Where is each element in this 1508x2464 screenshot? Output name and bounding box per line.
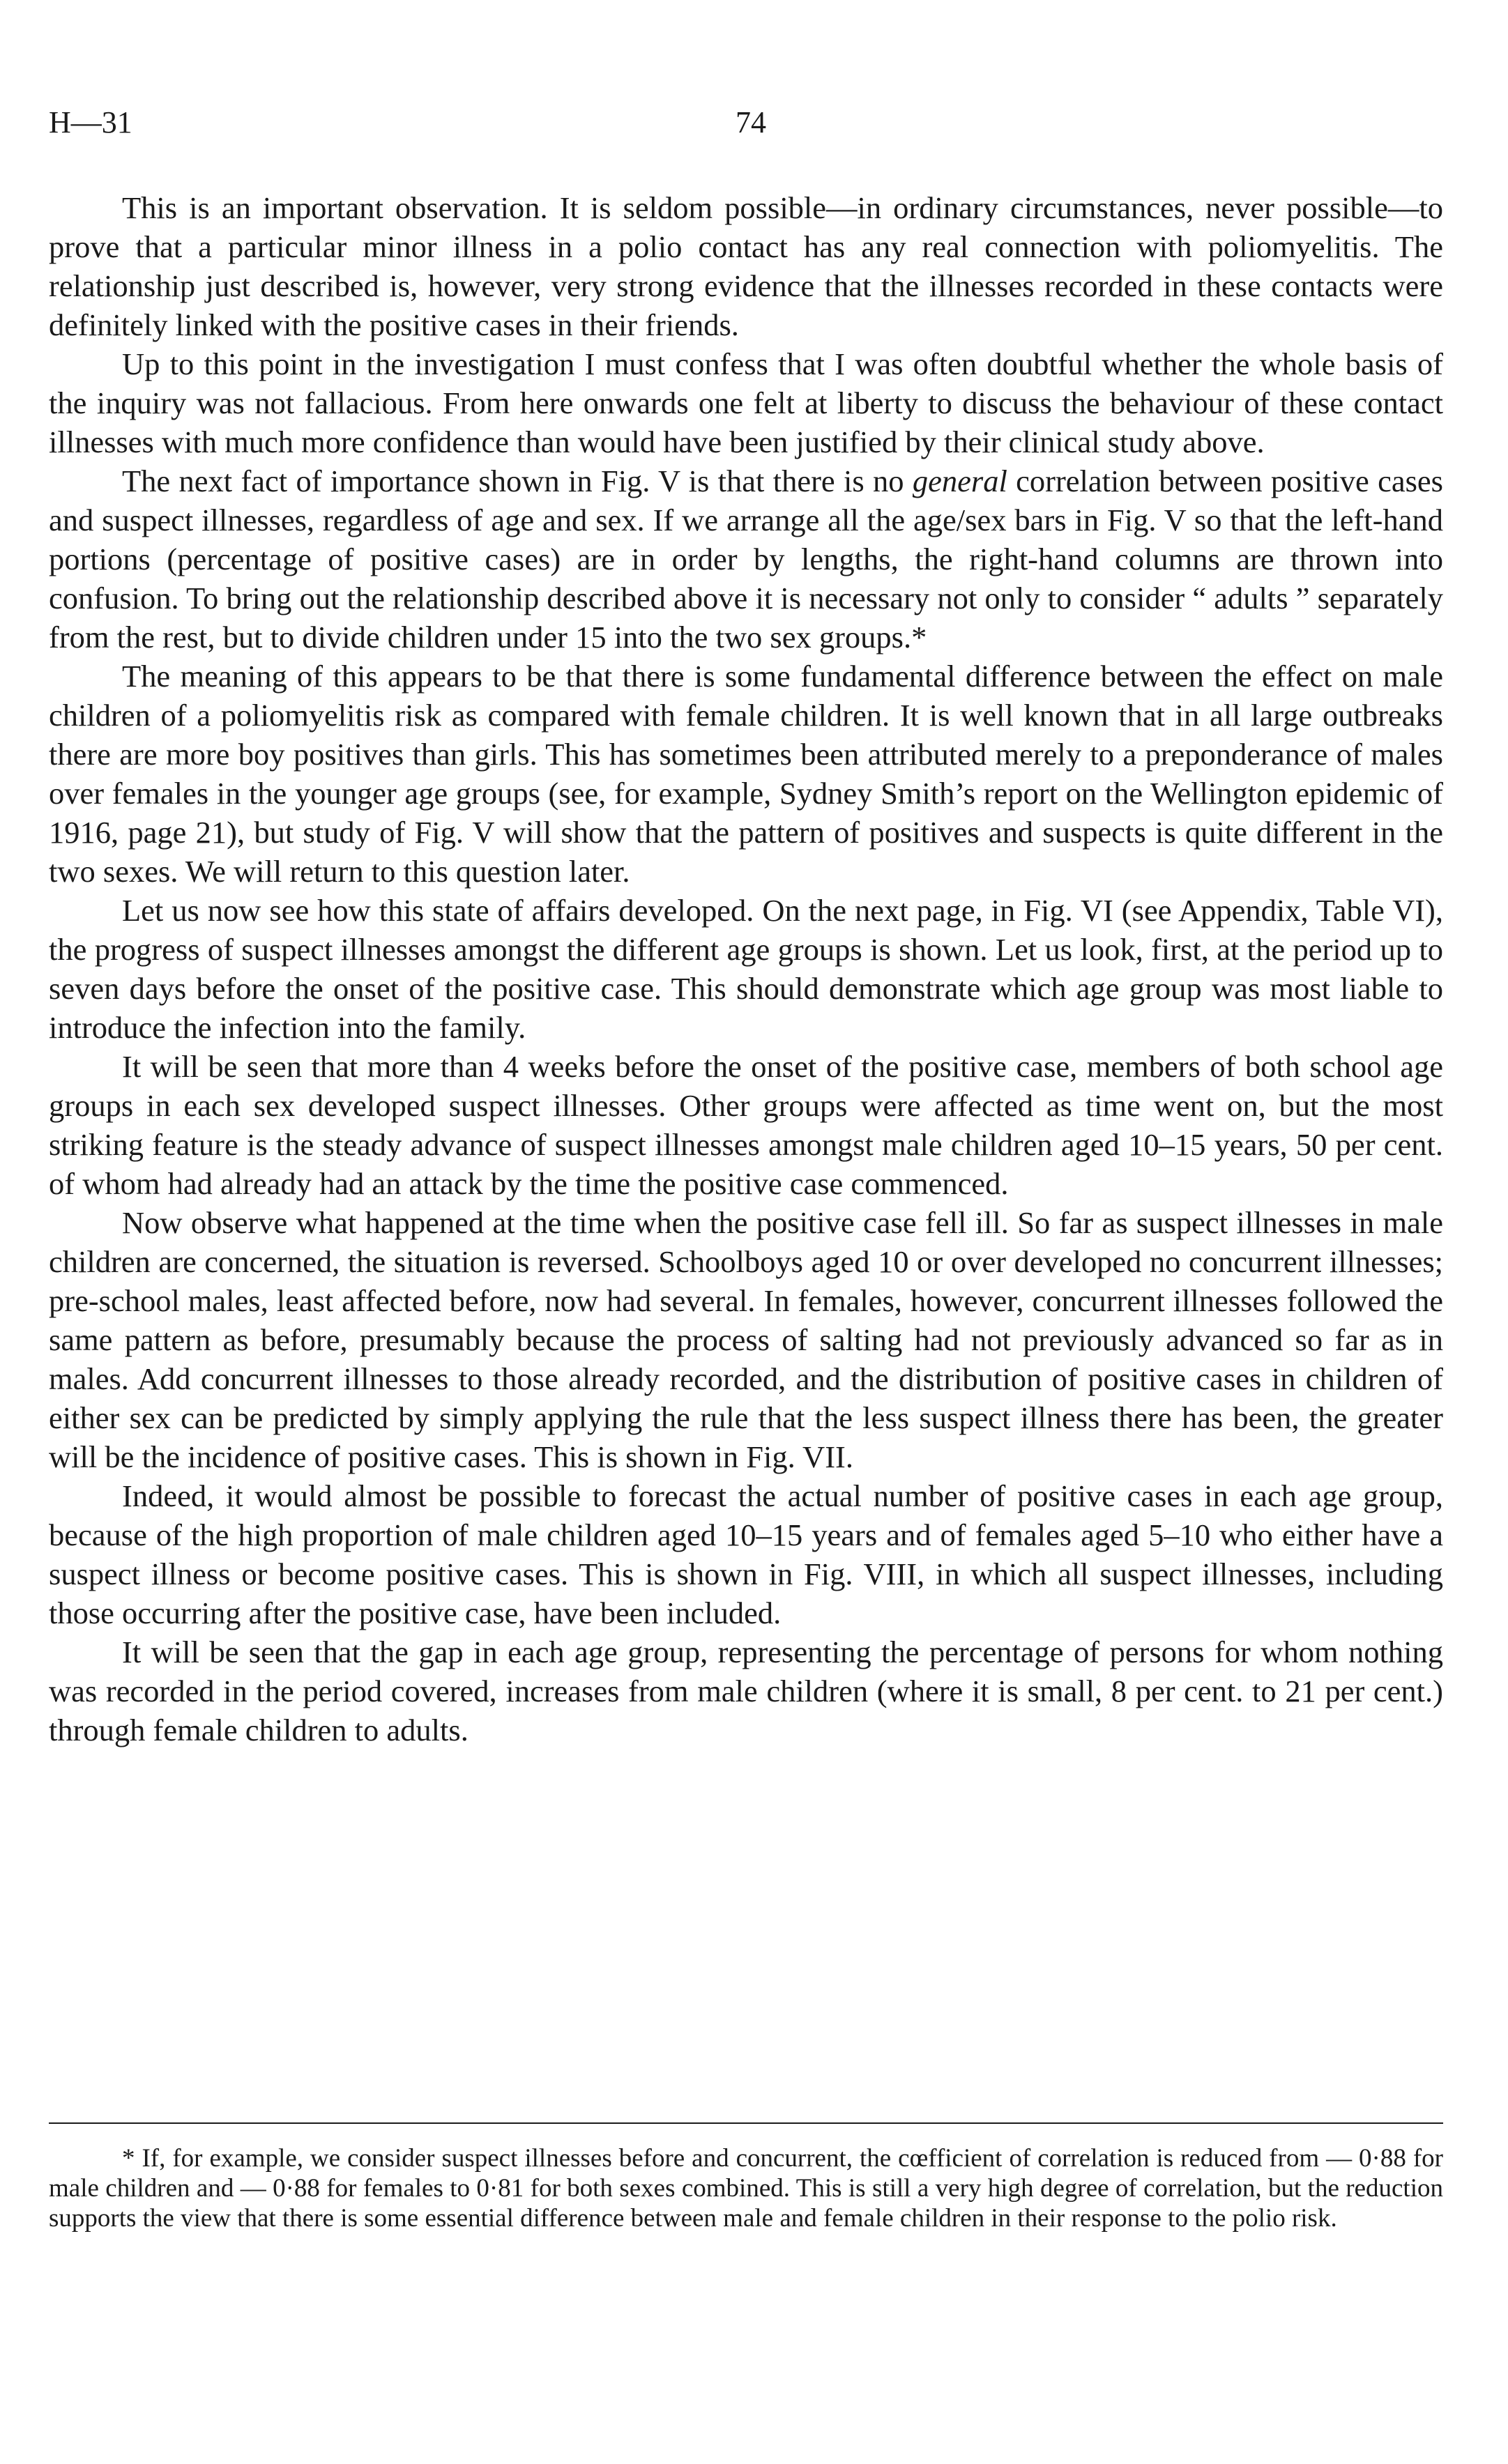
page-number: 74 <box>736 105 766 139</box>
paragraph-text: correlation between positive cases and suspect illnesses, regardless of age and sex. If we arrange all the age/sex bars in Fig. V so that the left-hand portions (percentage of positive cases) are in order by lengths, the right-hand columns are thrown into confusion. To bring out the relationship described above it is necessary not only to consider “ adults ” separately from the rest, but to divide children under 15 into the two sex groups.* <box>49 464 1443 655</box>
paragraph: Indeed, it would almost be possible to forecast the actual number of positive cases in each age group, because of the high proportion of male children aged 10–15 years and of females aged 5–10 who either have a suspect illness or become positive cases. This is shown in Fig. VIII, in which all suspect illnesses, including those occurring after the positive case, have been included. <box>49 1478 1443 1630</box>
footnote-divider <box>49 2122 1443 2124</box>
paragraph: Up to this point in the investigation I must confess that I was often doubtful whether the whole basis of the inquiry was not fallacious. From here onwards one felt at liberty to discuss the behaviour of these contact illnesses with much more confidence than would have been justified by their clinical study above. <box>49 346 1443 459</box>
paragraph <box>49 461 1443 657</box>
document-reference: H—31 <box>49 105 132 139</box>
paragraph-text: The next fact of importance shown in Fig. V is that there is no <box>122 464 913 498</box>
page-header <box>49 105 1443 146</box>
paragraph: It will be seen that the gap in each age group, representing the percentage of persons for whom nothing was recorded in the period covered, increases from male children (where it is small, 8 per cent. to 21 per cent.) through female children to adults. <box>49 1635 1443 1747</box>
body-text <box>49 188 1443 1750</box>
emphasis-text: general <box>912 464 1007 498</box>
paragraph: Now observe what happened at the time when the positive case fell ill. So far as suspect illnesses in male children are concerned, the situation is reversed. Schoolboys aged 10 or over developed no concurrent illnesses; pre-school males, least affected before, now had several. In females, however, concurrent illnesses followed the same pattern as before, presumably because the process of salting had not previously advanced so far as in males. Add concurrent illnesses to those already recorded, and the distribution of positive cases in children of either sex can be predicted by simply applying the rule that the less suspect illness there has been, the greater will be the incidence of positive cases. This is shown in Fig. VII. <box>49 1205 1443 1474</box>
paragraph: This is an important observation. It is seldom possible—in ordinary circumstances, never possible—to prove that a particular minor illness in a polio contact has any real connection with poliomyelitis. The relationship just described is, however, very strong evidence that the illnesses recorded in these contacts were definitely linked with the positive cases in their friends. <box>49 190 1443 342</box>
footnote: * If, for example, we consider suspect illnesses before and concurrent, the cœfficient of correlation is reduced from — 0·88 for male children and — 0·88 for females to 0·81 for both sexes combined. This is still a very high degree of correlation, but the reduction supports the view that there is some essential difference between male and female children in their response to the polio risk. <box>49 2144 1443 2233</box>
paragraph: The meaning of this appears to be that there is some fundamental difference between the effect on male children of a poliomyelitis risk as compared with female children. It is well known that in all large outbreaks there are more boy positives than girls. This has sometimes been attributed merely to a preponderance of males over females in the younger age groups (see, for example, Sydney Smith’s report on the Wellington epidemic of 1916, page 21), but study of Fig. V will show that the pattern of positives and suspects is quite different in the two sexes. We will return to this question later. <box>49 659 1443 889</box>
paragraph: It will be seen that more than 4 weeks before the onset of the positive case, members of both school age groups in each sex developed suspect illnesses. Other groups were affected as time went on, but the most striking feature is the steady advance of suspect illnesses amongst male children aged 10–15 years, 50 per cent. of whom had already had an attack by the time the positive case commenced. <box>49 1049 1443 1201</box>
paragraph: Let us now see how this state of affairs developed. On the next page, in Fig. VI (see Appendix, Table VI), the progress of suspect illnesses amongst the different age groups is shown. Let us look, first, at the period up to seven days before the onset of the positive case. This should demonstrate which age group was most liable to introduce the infection into the family. <box>49 893 1443 1045</box>
